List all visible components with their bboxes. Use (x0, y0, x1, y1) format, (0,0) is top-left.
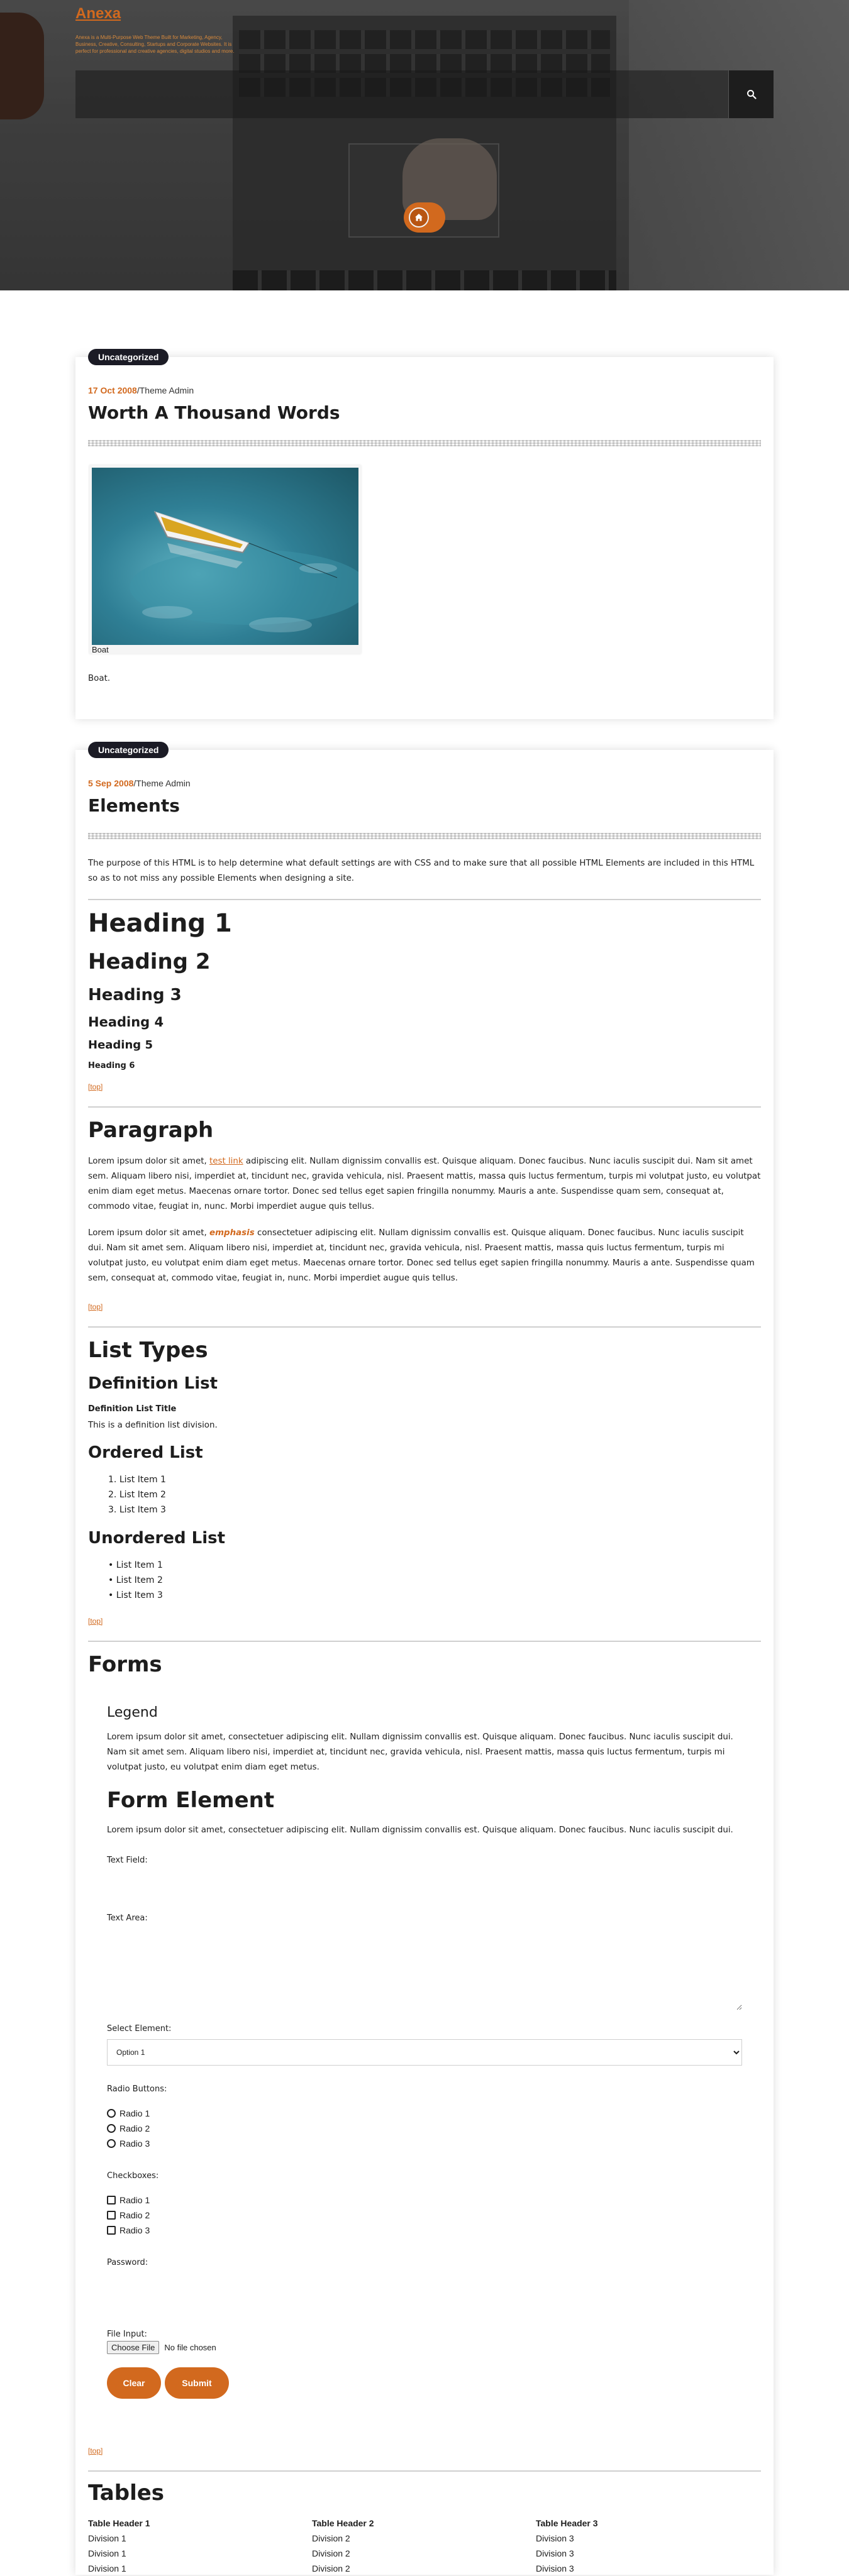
choose-file-button[interactable]: Choose File (107, 2341, 159, 2354)
table-cell: Division 3 (536, 2533, 574, 2543)
file-status: No file chosen (164, 2343, 216, 2352)
table-cell: Division 3 (536, 2563, 574, 2573)
post-excerpt: Boat. (88, 674, 111, 683)
section-divider (88, 1106, 761, 1108)
text-area-label: Text Area: (107, 1913, 148, 1923)
table-cell: Division 1 (88, 2548, 126, 2558)
post-meta: 17 Oct 2008/Theme Admin (88, 385, 194, 395)
radio-option[interactable]: Radio 2 (107, 2123, 150, 2133)
table-column (536, 2516, 598, 2576)
table-cell: Division 1 (88, 2533, 126, 2543)
unordered-list-heading: Unordered List (88, 1529, 226, 1548)
table-header: Table Header 1 (88, 2518, 150, 2528)
test-link[interactable]: test link (209, 1157, 243, 1166)
legend-paragraph: Lorem ipsum dolor sit amet, consectetuer adipiscing elit. Nullam dignissim convallis est. Quisque aliquam. Donec faucibus. Nunc iaculis suscipit dui. Nam sit amet sem. Aliquam libero nisi, imperdiet at, tincidunt nec, gravida vehicula, nisl. Praesent mattis, massa quis luctus fermentum, turpis mi volutpat justo, eu volutpat enim diam eget metus. (107, 1732, 733, 1772)
paragraph-with-link: Lorem ipsum dolor sit amet, test link adipiscing elit. Nullam dignissim convallis est. Quisque aliquam. Donec faucibus. Nunc iaculis suscipit dui. Nam sit amet sem. Aliquam libero nisi, imperdiet at, tincidunt nec, gravida vehicula, nisl. Praesent mattis, massa quis luctus fermentum, turpis mi volutpat justo, eu volutpat enim diam eget metus. Maecenas ornare tortor. Donec sed tellus eget sapien fringilla nonummy. Mauris a ante. Suspendisse quam sem, consequat at, commodo vitae, feugiat in, nunc. Morbi imperdiet augue quis tellus. (88, 1157, 761, 1211)
password-field[interactable] (107, 2272, 742, 2304)
list-types-heading: List Types (88, 1338, 208, 1363)
post-title[interactable]: Elements (88, 795, 180, 816)
post-date[interactable]: 5 Sep 2008 (88, 778, 134, 788)
checkbox-option[interactable]: Radio 2 (107, 2210, 150, 2220)
form-element-heading: Form Element (107, 1788, 275, 1813)
post-title[interactable]: Worth A Thousand Words (88, 402, 340, 423)
list-item: • List Item 3 (108, 1590, 163, 1600)
clear-button[interactable]: Clear (107, 2367, 161, 2399)
heading-3: Heading 3 (88, 986, 182, 1005)
file-input-label: File Input: (107, 2330, 147, 2339)
post-date[interactable]: 17 Oct 2008 (88, 385, 137, 395)
ordered-list-heading: Ordered List (88, 1443, 203, 1462)
table-cell: Division 1 (88, 2563, 126, 2573)
top-link[interactable]: [top] (88, 1302, 103, 1311)
table-column (312, 2516, 374, 2576)
table-cell: Division 3 (536, 2548, 574, 2558)
radio-option[interactable]: Radio 1 (107, 2108, 150, 2118)
select-label: Select Element: (107, 2024, 172, 2034)
list-item: 1. List Item 1 (108, 1475, 166, 1485)
section-divider (88, 1326, 761, 1328)
post-author[interactable]: Theme Admin (136, 778, 191, 788)
top-link[interactable]: [top] (88, 2447, 103, 2455)
checkbox[interactable] (107, 2226, 116, 2235)
section-divider (88, 1641, 761, 1642)
radio-button[interactable] (107, 2139, 116, 2148)
dotted-divider (88, 833, 761, 839)
table-cell: Division 2 (312, 2563, 350, 2573)
dotted-divider (88, 440, 761, 446)
emphasis-text: emphasis (209, 1228, 255, 1238)
list-item: • List Item 1 (108, 1560, 163, 1570)
list-item: • List Item 2 (108, 1575, 163, 1585)
post-author[interactable]: Theme Admin (139, 385, 194, 395)
radio-buttons-label: Radio Buttons: (107, 2084, 167, 2094)
text-field[interactable] (107, 1871, 742, 1903)
file-input[interactable] (107, 2341, 216, 2354)
paragraph-heading: Paragraph (88, 1118, 214, 1143)
table-cell: Division 2 (312, 2533, 350, 2543)
site-description: Anexa is a Multi-Purpose Web Theme Built for Marketing, Agency, Business, Creative, Consulting, Startups and Corporate Websites. It is perfect for professional and creative agencies, digital studios and more. (75, 35, 235, 54)
password-label: Password: (107, 2258, 148, 2267)
home-button[interactable] (404, 202, 445, 233)
table-header: Table Header 3 (536, 2518, 598, 2528)
checkbox-option[interactable]: Radio 1 (107, 2195, 150, 2205)
ordered-list (108, 1472, 166, 1517)
boat-image (92, 468, 358, 645)
definition-description: This is a definition list division. (88, 1421, 218, 1430)
search-button[interactable] (728, 70, 774, 118)
table-header: Table Header 2 (312, 2518, 374, 2528)
top-link[interactable]: [top] (88, 1082, 103, 1091)
search-input[interactable] (75, 70, 728, 118)
submit-button[interactable]: Submit (165, 2367, 229, 2399)
hero-banner (0, 0, 849, 290)
heading-2: Heading 2 (88, 949, 211, 974)
checkbox-option[interactable]: Radio 3 (107, 2225, 150, 2235)
table-cell: Division 2 (312, 2548, 350, 2558)
tables-heading: Tables (88, 2480, 165, 2506)
heading-5: Heading 5 (88, 1038, 153, 1052)
image-figure (89, 465, 361, 654)
category-badge[interactable]: Uncategorized (88, 742, 169, 758)
top-link[interactable]: [top] (88, 1617, 103, 1626)
heading-1: Heading 1 (88, 909, 232, 938)
section-divider (88, 2470, 761, 2472)
category-badge[interactable]: Uncategorized (88, 349, 169, 365)
text-area[interactable] (107, 1924, 742, 2010)
forms-heading: Forms (88, 1652, 162, 1677)
checkbox[interactable] (107, 2196, 116, 2204)
checkboxes-label: Checkboxes: (107, 2171, 159, 2181)
select-element[interactable] (107, 2039, 742, 2066)
checkbox[interactable] (107, 2211, 116, 2220)
intro-paragraph: The purpose of this HTML is to help determine what default settings are with CSS and to make sure that all possible HTML Elements are included in this HTML so as to not miss any possible Elements when designing a site. (88, 859, 755, 883)
section-divider (88, 899, 761, 900)
unordered-list (108, 1558, 163, 1603)
heading-6: Heading 6 (88, 1061, 135, 1071)
definition-term: Definition List Title (88, 1404, 177, 1414)
definition-list-heading: Definition List (88, 1374, 218, 1393)
search-icon (746, 89, 757, 99)
site-title[interactable]: Anexa (75, 5, 121, 22)
radio-option[interactable]: Radio 3 (107, 2138, 150, 2149)
list-item: 3. List Item 3 (108, 1505, 166, 1515)
table-column (88, 2516, 150, 2576)
form-element-paragraph: Lorem ipsum dolor sit amet, consectetuer adipiscing elit. Nullam dignissim convallis est. Quisque aliquam. Donec faucibus. Nunc iaculis suscipit dui. (107, 1825, 733, 1835)
text-field-label: Text Field: (107, 1856, 148, 1865)
paragraph-with-emphasis: Lorem ipsum dolor sit amet, emphasis consectetuer adipiscing elit. Nullam dignissim convallis est. Quisque aliquam. Donec faucibus. Nunc iaculis suscipit dui. Nam sit amet sem. Aliquam libero nisi, imperdiet at, tincidunt nec, gravida vehicula, nisl. Praesent mattis, massa quis luctus fermentum, turpis mi volutpat justo, eu volutpat enim diam eget metus. Maecenas ornare tortor. Donec sed tellus eget sapien fringilla nonummy. Mauris a ante. Suspendisse quam sem, consequat at, commodo vitae, feugiat in, nunc. Morbi imperdiet augue quis tellus. (88, 1228, 755, 1283)
radio-button[interactable] (107, 2109, 116, 2118)
fieldset-legend: Legend (107, 1705, 158, 1720)
post-meta: 5 Sep 2008/Theme Admin (88, 778, 191, 788)
heading-4: Heading 4 (88, 1015, 164, 1030)
radio-button[interactable] (107, 2124, 116, 2133)
home-icon (414, 213, 423, 222)
list-item: 2. List Item 2 (108, 1490, 166, 1500)
image-caption: Boat (92, 645, 109, 654)
